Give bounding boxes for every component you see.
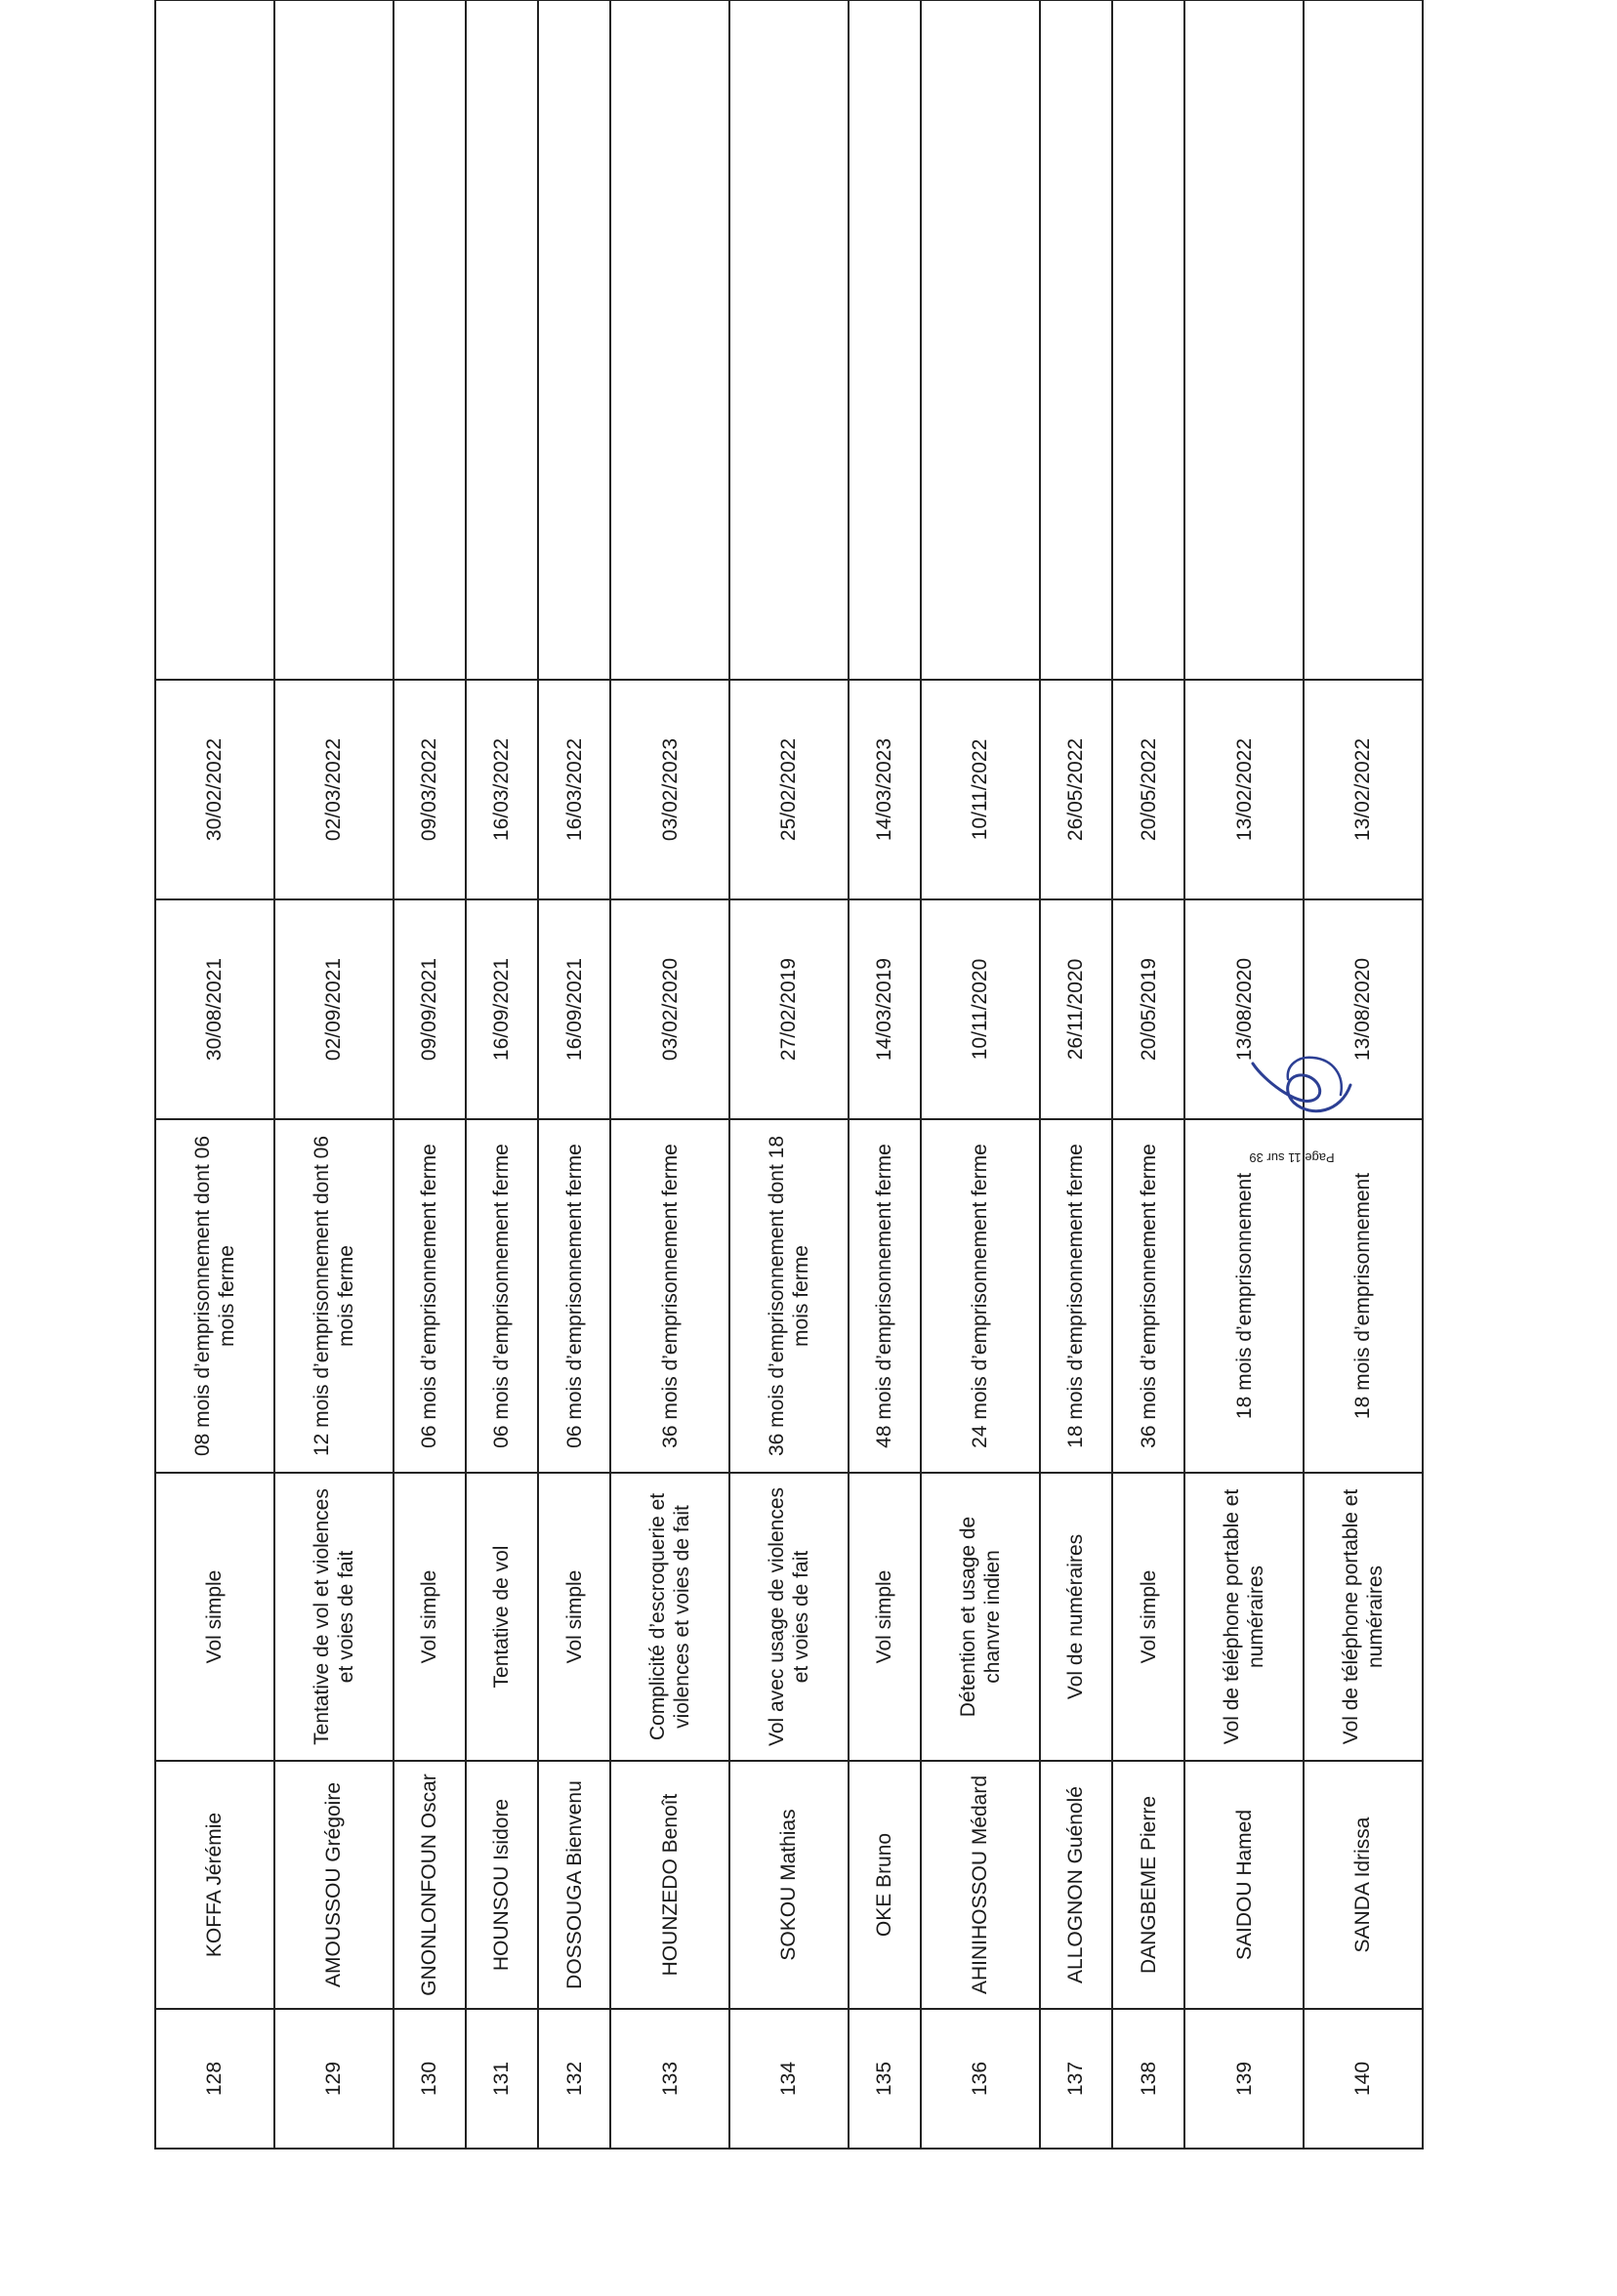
table-row (1040, 0, 1112, 2149)
start-date-cell: 14/03/2019 (849, 899, 921, 1119)
table-row (274, 0, 394, 2149)
observations-cell (1304, 0, 1423, 680)
sentence-cell: 06 mois d’emprisonnement ferme (538, 1119, 610, 1473)
offense-cell: Vol simple (1112, 1473, 1184, 1761)
sentence-cell: 12 mois d’emprisonnement dont 06 mois ferme (274, 1119, 394, 1473)
page-footer (1219, 1036, 1375, 1173)
observations-cell (849, 0, 921, 680)
observations-cell (274, 0, 394, 680)
observations-cell (394, 0, 466, 680)
table-row (1112, 0, 1184, 2149)
start-date-cell: 20/05/2019 (1112, 899, 1184, 1119)
detainee-name-cell: KOFFA Jérémie (155, 1761, 274, 2009)
row-number-cell: 140 (1304, 2009, 1423, 2149)
start-date-cell: 13/08/2020 (1304, 899, 1423, 1119)
detainee-name-cell: SOKOU Mathias (729, 1761, 849, 2009)
row-number-cell: 137 (1040, 2009, 1112, 2149)
sentence-cell: 18 mois d’emprisonnement ferme (1040, 1119, 1112, 1473)
detainee-name-cell: AHINIHOSSOU Médard (921, 1761, 1040, 2009)
offense-cell: Vol de téléphone portable et numéraires (1184, 1473, 1304, 1761)
observations-cell (155, 0, 274, 680)
sentence-cell: 36 mois d’emprisonnement dont 18 mois ferme (729, 1119, 849, 1473)
detainee-name-cell: DOSSOUGA Bienvenu (538, 1761, 610, 2009)
offense-cell: Tentative de vol et violences et voies de fait (274, 1473, 394, 1761)
observations-cell (1040, 0, 1112, 680)
end-date-cell: 13/02/2022 (1184, 680, 1304, 899)
start-date-cell: 27/02/2019 (729, 899, 849, 1119)
observations-cell (921, 0, 1040, 680)
sentence-cell: 18 mois d’emprisonnement (1184, 1119, 1304, 1473)
end-date-cell: 10/11/2022 (921, 680, 1040, 899)
table-row (155, 0, 274, 2149)
sentence-cell: 18 mois d’emprisonnement (1304, 1119, 1423, 1473)
start-date-cell: 03/02/2020 (610, 899, 729, 1119)
table-row (610, 0, 729, 2149)
row-number-cell: 132 (538, 2009, 610, 2149)
table-row (466, 0, 538, 2149)
row-number-cell: 136 (921, 2009, 1040, 2149)
end-date-cell: 30/02/2022 (155, 680, 274, 899)
offense-cell: Vol de numéraires (1040, 1473, 1112, 1761)
end-date-cell: 14/03/2023 (849, 680, 921, 899)
row-number-cell: 128 (155, 2009, 274, 2149)
start-date-cell: 30/08/2021 (155, 899, 274, 1119)
detainee-name-cell: GNONLONFOUN Oscar (394, 1761, 466, 2009)
sentence-cell: 06 mois d’emprisonnement ferme (466, 1119, 538, 1473)
sentence-cell: 48 mois d’emprisonnement ferme (849, 1119, 921, 1473)
observations-cell (1112, 0, 1184, 680)
start-date-cell: 26/11/2020 (1040, 899, 1112, 1119)
row-number-cell: 135 (849, 2009, 921, 2149)
start-date-cell: 09/09/2021 (394, 899, 466, 1119)
offense-cell: Tentative de vol (466, 1473, 538, 1761)
end-date-cell: 25/02/2022 (729, 680, 849, 899)
row-number-cell: 134 (729, 2009, 849, 2149)
start-date-cell: 02/09/2021 (274, 899, 394, 1119)
end-date-cell: 13/02/2022 (1304, 680, 1423, 899)
row-number-cell: 131 (466, 2009, 538, 2149)
end-date-cell: 09/03/2022 (394, 680, 466, 899)
detainee-name-cell: ALLOGNON Guénolé (1040, 1761, 1112, 2009)
offense-cell: Vol simple (394, 1473, 466, 1761)
offense-cell: Vol avec usage de violences et voies de fait (729, 1473, 849, 1761)
detainee-name-cell: OKE Bruno (849, 1761, 921, 2009)
page-number: Page 11 sur 39 (1249, 1150, 1335, 1165)
end-date-cell: 03/02/2023 (610, 680, 729, 899)
detainee-name-cell: AMOUSSOU Grégoire (274, 1761, 394, 2009)
table-row (921, 0, 1040, 2149)
sentence-cell: 36 mois d’emprisonnement ferme (610, 1119, 729, 1473)
detainee-name-cell: HOUNSOU Isidore (466, 1761, 538, 2009)
offense-cell: Vol simple (155, 1473, 274, 1761)
offense-cell: Vol simple (538, 1473, 610, 1761)
table-row (849, 0, 921, 2149)
sentence-cell: 06 mois d’emprisonnement ferme (394, 1119, 466, 1473)
observations-cell (466, 0, 538, 680)
sentence-cell: 08 mois d’emprisonnement dont 06 mois ferme (155, 1119, 274, 1473)
row-number-cell: 138 (1112, 2009, 1184, 2149)
start-date-cell: 13/08/2020 (1184, 899, 1304, 1119)
table-row (394, 0, 466, 2149)
offense-cell: Vol de téléphone portable et numéraires (1304, 1473, 1423, 1761)
detainee-name-cell: SANDA Idrissa (1304, 1761, 1423, 2009)
observations-cell (610, 0, 729, 680)
end-date-cell: 26/05/2022 (1040, 680, 1112, 899)
rotated-register-page (154, 1, 1424, 2150)
signature-icon (1243, 1046, 1360, 1124)
row-number-cell: 129 (274, 2009, 394, 2149)
row-number-cell: 139 (1184, 2009, 1304, 2149)
start-date-cell: 10/11/2020 (921, 899, 1040, 1119)
start-date-cell: 16/09/2021 (538, 899, 610, 1119)
sentence-cell: 24 mois d’emprisonnement ferme (921, 1119, 1040, 1473)
sentence-cell: 36 mois d’emprisonnement ferme (1112, 1119, 1184, 1473)
offense-cell: Complicité d’escroquerie et violences et voies de fait (610, 1473, 729, 1761)
row-number-cell: 133 (610, 2009, 729, 2149)
end-date-cell: 16/03/2022 (538, 680, 610, 899)
detainee-name-cell: DANGBEME Pierre (1112, 1761, 1184, 2009)
table-row (729, 0, 849, 2149)
offense-cell: Vol simple (849, 1473, 921, 1761)
observations-cell (729, 0, 849, 680)
offense-cell: Détention et usage de chanvre indien (921, 1473, 1040, 1761)
detainee-name-cell: SAIDOU Hamed (1184, 1761, 1304, 2009)
observations-cell (538, 0, 610, 680)
end-date-cell: 16/03/2022 (466, 680, 538, 899)
end-date-cell: 20/05/2022 (1112, 680, 1184, 899)
end-date-cell: 02/03/2022 (274, 680, 394, 899)
row-number-cell: 130 (394, 2009, 466, 2149)
observations-cell (1184, 0, 1304, 680)
table-row (538, 0, 610, 2149)
detainee-name-cell: HOUNZEDO Benoît (610, 1761, 729, 2009)
start-date-cell: 16/09/2021 (466, 899, 538, 1119)
